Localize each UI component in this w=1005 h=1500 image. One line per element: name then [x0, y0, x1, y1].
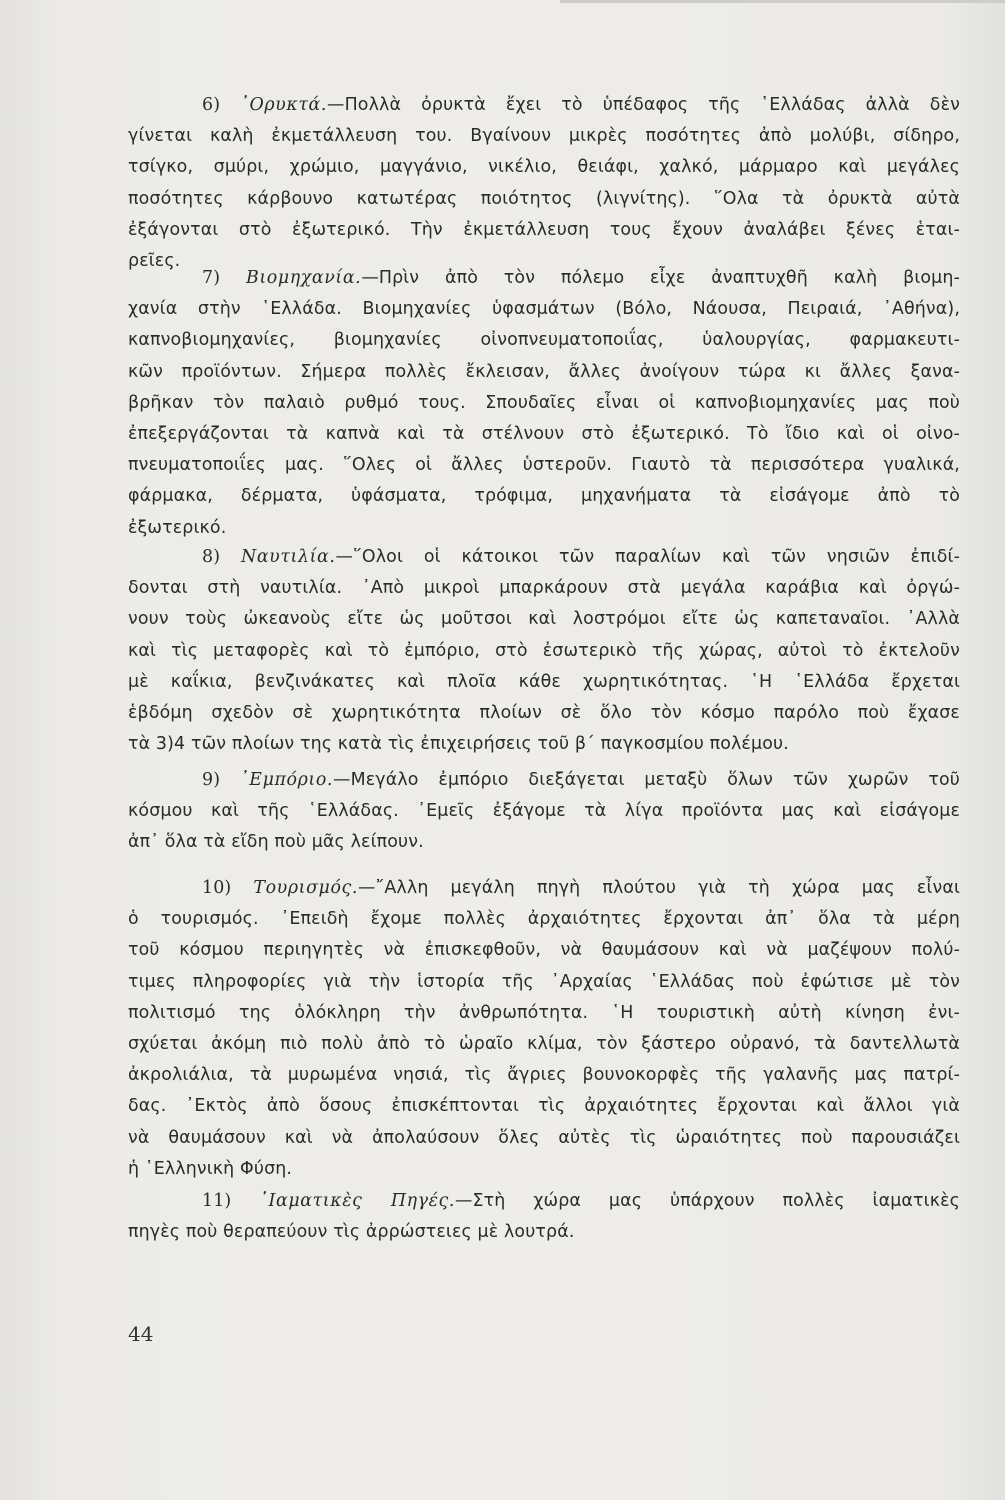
- section-number: 7): [202, 268, 221, 288]
- paragraph-line: σχύεται ἀκόμη πιὸ πολὺ ἀπὸ τὸ ὡραῖο κλίμα, τὸν ξάστερο οὐρανό, τὰ δαντελλωτὰ: [128, 1033, 960, 1054]
- paragraph-line: τιμες πληροφορίες γιὰ τὴν ἱστορία τῆς ᾿Αρχαίας ῾Ελλάδας ποὺ ἐφώτισε μὲ τὸν: [128, 971, 960, 992]
- section-title: ᾿Εμπόριο.: [239, 770, 334, 790]
- section-tourismos: [128, 873, 960, 1185]
- section-title: ᾿Ιαματικὲς Πηγές.: [259, 1191, 455, 1211]
- paragraph-first-line: [128, 90, 960, 121]
- section-viomichania: [128, 263, 960, 544]
- paragraph-line: νὰ θαυμάσουν καὶ νὰ ἀπολαύσουν ὅλες αὐτὲς τὶς ὡραιότητες ποὺ παρουσιάζει: [128, 1127, 960, 1148]
- section-title: Βιομηχανία.: [245, 268, 362, 288]
- paragraph-last-line: ρεῖες.: [128, 250, 181, 271]
- paragraph-line: φάρμακα, δέρματα, ὑφάσματα, τρόφιμα, μηχανήματα τὰ εἰσάγομε ἀπὸ τὸ: [128, 486, 960, 507]
- line-text: —Μεγάλο ἐμπόριο διεξάγεται μεταξὺ ὅλων τῶν χωρῶν τοῦ: [333, 770, 960, 790]
- paragraph-line: ὁ τουρισμός. ᾿Επειδὴ ἔχομε πολλὲς ἀρχαιότητες ἔρχονται ἀπ᾿ ὅλα τὰ μέρη: [128, 909, 960, 930]
- paragraph-line: νουν τοὺς ὠκεανοὺς εἴτε ὡς μοῦτσοι καὶ λοστρόμοι εἴτε ὡς καπεταναῖοι. ᾿Αλλὰ: [128, 609, 960, 630]
- paragraph-line: ἑβδόμη σχεδὸν σὲ χωρητικότητα πλοίων σὲ ὅλο τὸν κόσμο παρόλο ποὺ ἔχασε: [128, 702, 960, 723]
- paragraph-first-line: [128, 873, 960, 904]
- paragraph-line: ἀκρολιάλια, τὰ μυρωμένα νησιά, τὶς ἄγριες βουνοκορφὲς τῆς γαλανῆς μας πατρί-: [128, 1065, 960, 1086]
- paragraph-last-line: ἀπ᾿ ὅλα τὰ εἴδη ποὺ μᾶς λείπουν.: [128, 832, 424, 853]
- paragraph-line: πολιτισμό της ὁλόκληρη τὴν ἀνθρωπότητα. ῾Η τουριστικὴ αὐτὴ κίνηση ἐνι-: [128, 1002, 960, 1023]
- paragraph-line: κῶν προϊόντων. Σήμερα πολλὲς ἔκλεισαν, ἄλλες ἀνοίγουν τώρα κι ἄλλες ξανα-: [128, 361, 960, 382]
- line-text: —Πρὶν ἀπὸ τὸν πόλεμο εἶχε ἀναπτυχθῆ καλὴ βιομη-: [361, 268, 960, 288]
- paragraph-line: τσίγκο, σμύρι, χρώμιο, μαγγάνιο, νικέλιο, θειάφι, χαλκό, μάρμαρο καὶ μεγάλες: [128, 157, 960, 178]
- section-oryktá: [128, 90, 960, 277]
- paragraph-line: δας. ᾿Εκτὸς ἀπὸ ὅσους ἐπισκέπτονται τὶς ἀρχαιότητες ἔρχονται καὶ ἄλλοι γιὰ: [128, 1096, 960, 1117]
- section-title: ᾿Ορυκτά.: [240, 95, 328, 115]
- paragraph-line: καὶ τὶς μεταφορὲς καὶ τὸ ἐμπόριο, στὸ ἐσωτερικὸ τῆς χώρας, αὐτοὶ τὸ ἐκτελοῦν: [128, 640, 960, 661]
- paragraph-line: ἐπεξεργάζονται τὰ καπνὰ καὶ τὰ στέλνουν στὸ ἐξωτερικό. Τὸ ἴδιο καὶ οἱ οἰνο-: [128, 423, 960, 444]
- paragraph-line: χανία στὴν ῾Ελλάδα. Βιομηχανίες ὑφασμάτων (Βόλο, Νάουσα, Πειραιά, ᾿Αθήνα),: [128, 299, 960, 320]
- line-text: —Στὴ χώρα μας ὑπάρχουν πολλὲς ἰαματικὲς: [455, 1191, 960, 1211]
- paragraph-first-line: [128, 542, 960, 573]
- paragraph-line: κόσμου καὶ τῆς ῾Ελλάδας. ᾿Εμεῖς ἐξάγομε τὰ λίγα προϊόντα μας καὶ εἰσάγομε: [128, 801, 960, 822]
- paragraph-line: ἐξάγονται στὸ ἐξωτερικό. Τὴν ἐκμετάλλευση τους ἔχουν ἀναλάβει ξένες ἑται-: [128, 219, 960, 240]
- paragraph-line: γίνεται καλὴ ἐκμετάλλευση του. Βγαίνουν μικρὲς ποσότητες ἀπὸ μολύβι, σίδηρο,: [128, 126, 960, 147]
- section-emporio: [128, 765, 960, 859]
- paragraph-last-line: ἐξωτερικό.: [128, 517, 227, 538]
- paragraph-first-line: [128, 1186, 960, 1217]
- paragraph-last-line: τὰ 3)4 τῶν πλοίων της κατὰ τὶς ἐπιχειρήσεις τοῦ β΄ παγκοσμίου πολέμου.: [128, 734, 789, 755]
- section-number: 9): [202, 770, 221, 790]
- page-edge-shadow: [560, 0, 1005, 3]
- line-text: —῞Ολοι οἱ κάτοικοι τῶν παραλίων καὶ τῶν νησιῶν ἐπιδί-: [335, 547, 960, 567]
- section-naftilia: [128, 542, 960, 760]
- page-number: 44: [128, 1322, 154, 1346]
- paragraph-first-line: [128, 263, 960, 294]
- section-number: 10): [202, 878, 232, 898]
- paragraph-line: μὲ καΐκια, βενζινάκατες καὶ πλοῖα κάθε χωρητικότητας. ῾Η ῾Ελλάδα ἔρχεται: [128, 671, 960, 692]
- line-text: —῎Αλλη μεγάλη πηγὴ πλούτου γιὰ τὴ χώρα μας εἶναι: [358, 878, 960, 898]
- paragraph-line: βρῆκαν τὸν παλαιὸ ρυθμό τους. Σπουδαῖες εἶναι οἱ καπνοβιομηχανίες μας ποὺ: [128, 392, 960, 413]
- line-text: —Πολλὰ ὀρυκτὰ ἔχει τὸ ὑπέδαφος τῆς ῾Ελλάδας ἀλλὰ δὲν: [327, 95, 960, 115]
- paragraph-line: ποσότητες κάρβουνο κατωτέρας ποιότητος (λιγνίτης). ῞Ολα τὰ ὀρυκτὰ αὐτὰ: [128, 188, 960, 209]
- paragraph-line: τοῦ κόσμου περιηγητὲς νὰ ἐπισκεφθοῦν, νὰ θαυμάσουν καὶ νὰ μαζέψουν πολύ-: [128, 940, 960, 961]
- paragraph-first-line: [128, 765, 960, 796]
- section-number: 8): [202, 547, 221, 567]
- paragraph-line: πνευματοποιΐες μας. ῞Ολες οἱ ἄλλες ὑστεροῦν. Γιαυτὸ τὰ περισσότερα γυαλικά,: [128, 455, 960, 476]
- section-number: 11): [202, 1191, 232, 1211]
- section-title: Ναυτιλία.: [241, 547, 336, 567]
- section-title: Τουρισμός.: [253, 878, 358, 898]
- paragraph-line: δονται στὴ ναυτιλία. ᾿Απὸ μικροὶ μπαρκάρουν στὰ μεγάλα καράβια καὶ ὀργώ-: [128, 578, 960, 599]
- section-iamatikes-piges: [128, 1186, 960, 1248]
- paragraph-line: καπνοβιομηχανίες, βιομηχανίες οἰνοπνευματοποιΐας, ὑαλουργίας, φαρμακευτι-: [128, 330, 960, 351]
- paragraph-last-line: ἡ ῾Ελληνικὴ Φύση.: [128, 1158, 293, 1179]
- section-number: 6): [202, 95, 221, 115]
- paragraph-last-line: πηγὲς ποὺ θεραπεύουν τὶς ἀρρώστειες μὲ λουτρά.: [128, 1222, 575, 1243]
